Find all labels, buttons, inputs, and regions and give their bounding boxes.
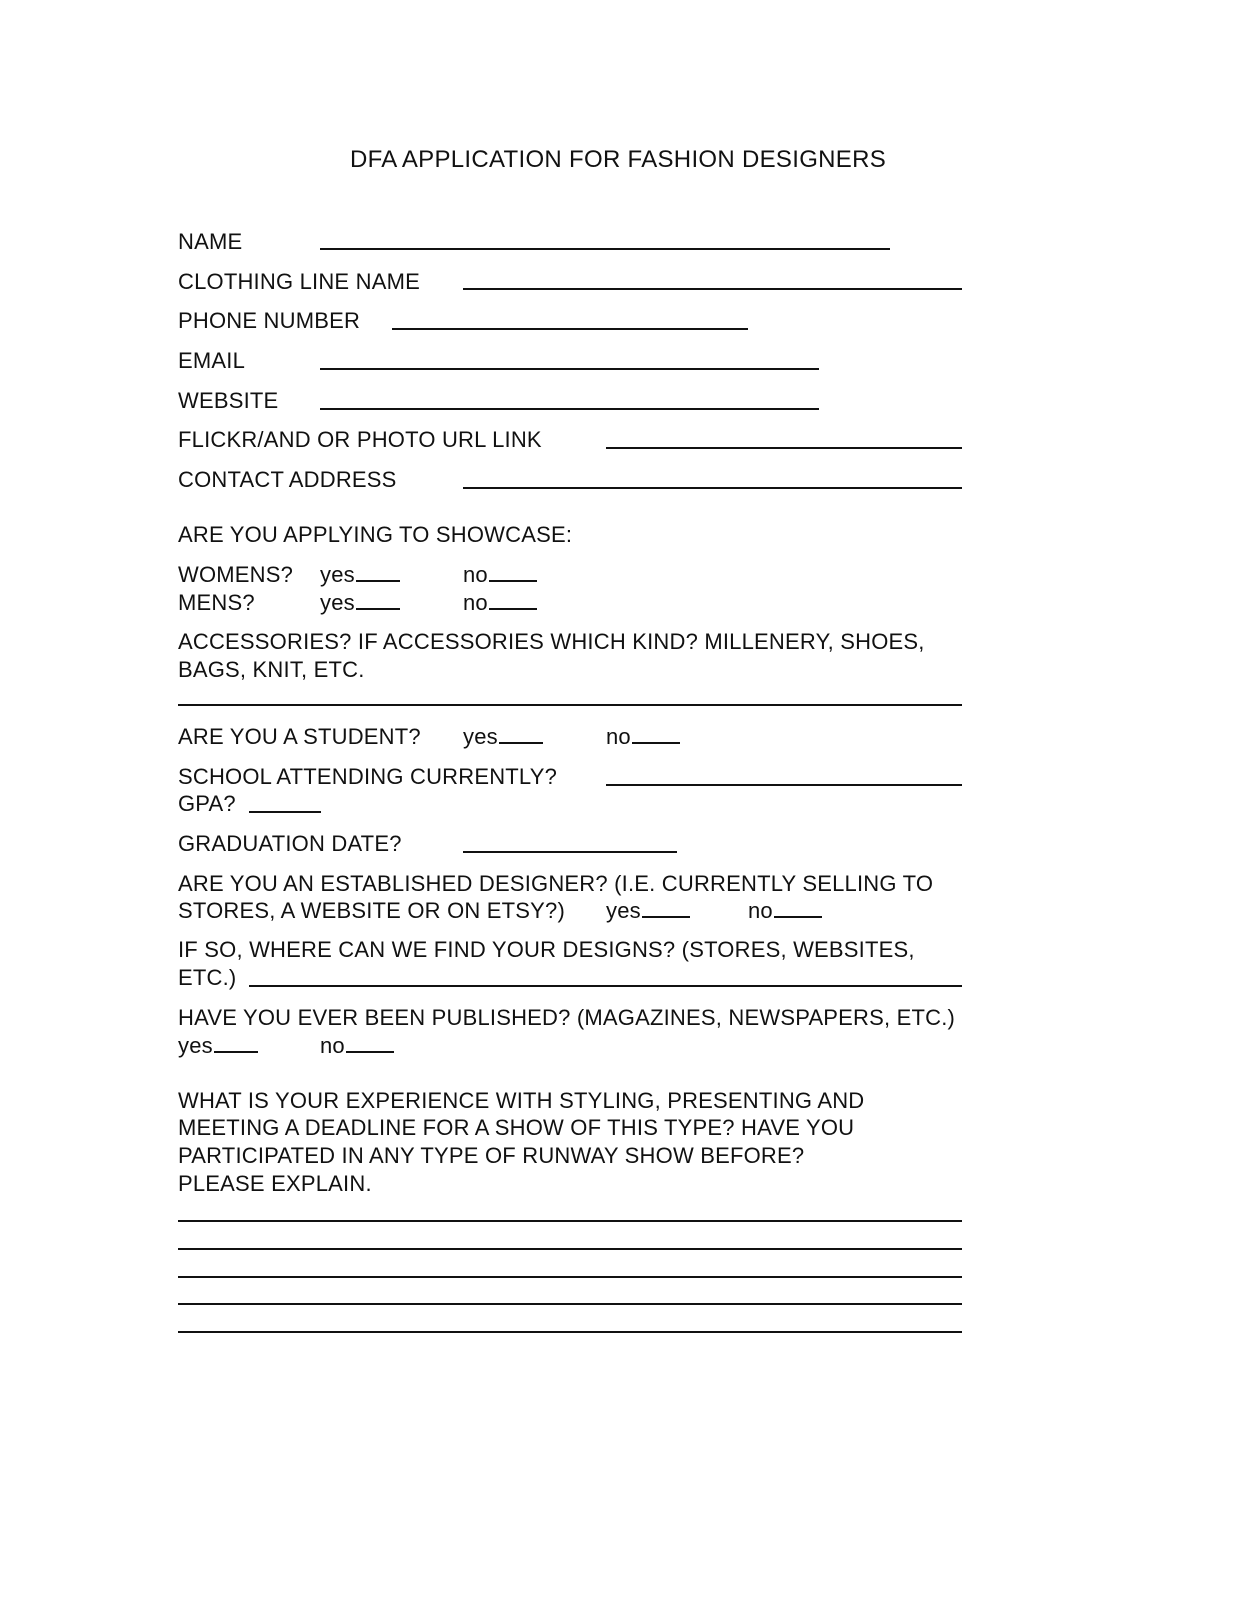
flickr-field[interactable] <box>606 447 962 449</box>
name-field[interactable] <box>320 248 890 250</box>
student-no-option[interactable] <box>606 724 680 750</box>
experience-answer-line[interactable] <box>178 1303 962 1305</box>
womens-label: WOMENS? <box>178 562 294 587</box>
clothing-line-name-field[interactable] <box>463 288 962 290</box>
established-question-line1: ARE YOU AN ESTABLISHED DESIGNER? (I.E. CURRENTLY SELLING TO <box>178 871 934 896</box>
contact-address-label: CONTACT ADDRESS <box>178 467 397 492</box>
established-question-line2: STORES, A WEBSITE OR ON ETSY?) <box>178 898 566 923</box>
where-answer-field[interactable] <box>249 985 962 987</box>
flickr-label: FLICKR/AND OR PHOTO URL LINK <box>178 427 542 452</box>
where-question-line1: IF SO, WHERE CAN WE FIND YOUR DESIGNS? (STORES, WEBSITES, <box>178 937 915 962</box>
gpa-field[interactable] <box>249 811 321 813</box>
published-no-blank[interactable] <box>346 1051 394 1053</box>
yes-label: yes <box>320 562 355 587</box>
email-label: EMAIL <box>178 348 246 373</box>
experience-answer-line[interactable] <box>178 1331 962 1333</box>
website-field[interactable] <box>320 408 819 410</box>
womens-no-blank[interactable] <box>489 580 537 582</box>
clothing-line-name-label: CLOTHING LINE NAME <box>178 269 420 294</box>
yes-label: yes <box>178 1033 213 1058</box>
experience-question-line4: PLEASE EXPLAIN. <box>178 1171 372 1196</box>
published-yes-option[interactable] <box>178 1033 258 1059</box>
student-no-blank[interactable] <box>632 742 680 744</box>
yes-label: yes <box>320 590 355 615</box>
published-question-line1: HAVE YOU EVER BEEN PUBLISHED? (MAGAZINES, NEWSPAPERS, ETC.) <box>178 1005 956 1030</box>
no-label: no <box>606 724 631 749</box>
mens-yes-option[interactable] <box>320 590 400 616</box>
phone-number-label: PHONE NUMBER <box>178 308 361 333</box>
established-no-blank[interactable] <box>774 916 822 918</box>
experience-question-line1: WHAT IS YOUR EXPERIENCE WITH STYLING, PRESENTING AND <box>178 1088 865 1113</box>
mens-no-blank[interactable] <box>489 608 537 610</box>
established-no-option[interactable] <box>748 898 822 924</box>
accessories-question-line1: ACCESSORIES? IF ACCESSORIES WHICH KIND? MILLENERY, SHOES, <box>178 629 925 654</box>
page-title: DFA APPLICATION FOR FASHION DESIGNERS <box>349 146 887 173</box>
mens-no-option[interactable] <box>463 590 537 616</box>
phone-number-field[interactable] <box>392 328 748 330</box>
yes-label: yes <box>463 724 498 749</box>
womens-no-option[interactable] <box>463 562 537 588</box>
yes-label: yes <box>606 898 641 923</box>
where-question-line2: ETC.) <box>178 965 237 990</box>
email-field[interactable] <box>320 368 819 370</box>
experience-answer-line[interactable] <box>178 1220 962 1222</box>
established-yes-blank[interactable] <box>642 916 690 918</box>
no-label: no <box>748 898 773 923</box>
accessories-answer-field[interactable] <box>178 704 962 706</box>
showcase-question: ARE YOU APPLYING TO SHOWCASE: <box>178 522 573 547</box>
womens-yes-blank[interactable] <box>356 580 400 582</box>
contact-address-field[interactable] <box>463 487 962 489</box>
published-yes-blank[interactable] <box>214 1051 258 1053</box>
school-field[interactable] <box>606 784 962 786</box>
experience-answer-line[interactable] <box>178 1248 962 1250</box>
published-no-option[interactable] <box>320 1033 394 1059</box>
no-label: no <box>463 562 488 587</box>
mens-label: MENS? <box>178 590 255 615</box>
name-label: NAME <box>178 229 243 254</box>
mens-yes-blank[interactable] <box>356 608 400 610</box>
womens-yes-option[interactable] <box>320 562 400 588</box>
graduation-date-field[interactable] <box>463 851 677 853</box>
established-yes-option[interactable] <box>606 898 690 924</box>
experience-answer-line[interactable] <box>178 1276 962 1278</box>
student-question: ARE YOU A STUDENT? <box>178 724 421 749</box>
gpa-label: GPA? <box>178 791 236 816</box>
no-label: no <box>320 1033 345 1058</box>
experience-question-line2: MEETING A DEADLINE FOR A SHOW OF THIS TYPE? HAVE YOU <box>178 1115 855 1140</box>
accessories-question-line2: BAGS, KNIT, ETC. <box>178 657 365 682</box>
experience-question-line3: PARTICIPATED IN ANY TYPE OF RUNWAY SHOW BEFORE? <box>178 1143 805 1168</box>
school-label: SCHOOL ATTENDING CURRENTLY? <box>178 764 558 789</box>
graduation-date-label: GRADUATION DATE? <box>178 831 402 856</box>
student-yes-option[interactable] <box>463 724 543 750</box>
no-label: no <box>463 590 488 615</box>
student-yes-blank[interactable] <box>499 742 543 744</box>
website-label: WEBSITE <box>178 388 279 413</box>
